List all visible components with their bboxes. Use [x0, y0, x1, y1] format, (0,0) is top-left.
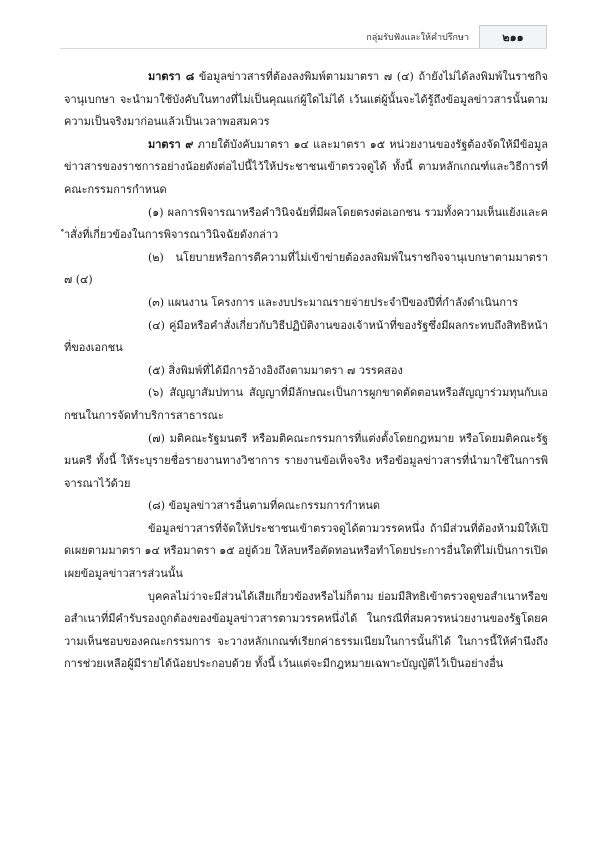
section-9-paragraph — [64, 134, 548, 202]
header-divider — [60, 48, 547, 49]
access-rights-paragraph: บุคคลไม่ว่าจะมีส่วนได้เสียเกี่ยวข้องหรือไม่ก็ตาม ย่อมมีสิทธิเข้าตรวจดูขอสำเนาหรือขอสำเนาที่มีคำรับรองถูกต้องของข้อมูลข่าวสารตามวรรคหนึ่งได้ ในกรณีที่สมควรหน่วยงานของรัฐโดยความเห็นชอบของคณะกรรมการ จะวางหลักเกณฑ์เรียกค่าธรรมเนียมในการนั้นก็ได้ ในการนี้ให้คำนึงถึงการช่วยเหลือผู้มีรายได้น้อยประกอบด้วย ทั้งนี้ เว้นแต่จะมีกฎหมายเฉพาะบัญญัติไว้เป็นอย่างอื่น — [64, 589, 548, 671]
redaction-paragraph: ข้อมูลข่าวสารที่จัดให้ประชาชนเข้าตรวจดูได้ตามวรรคหนึ่ง ถ้ามีส่วนที่ต้องห้ามมิให้เปิดเผยตามมาตรา ๑๔ หรือมาตรา ๑๕ อยู่ด้วย ให้ลบหรือตัดทอนหรือทำโดยประการอื่นใดที่ไม่เป็นการเปิดเผยข้อมูลข่าวสารส่วนนั้น — [64, 521, 548, 581]
document-body — [64, 66, 548, 676]
page-header — [366, 26, 547, 48]
list-item-7: (๗) มติคณะรัฐมนตรี หรือมติคณะกรรมการที่แต่งตั้งโดยกฎหมาย หรือโดยมติคณะรัฐมนตรี ทั้งนี้ ให้ระบุรายชื่อรายงานทางวิชาการ รายงานข้อเท็จจริง หรือข้อมูลข่าวสารที่นำมาใช้ในการพิจารณาไว้ด้วย — [64, 431, 548, 490]
section-heading: มาตรา ๙ — [148, 137, 194, 151]
list-item-3: (๓) แผนงาน โครงการ และงบประมาณรายจ่ายประจำปีของปีที่กำลังดำเนินการ — [148, 295, 519, 309]
list-item-6: (๖) สัญญาสัมปทาน สัญญาที่มีลักษณะเป็นการผูกขาดตัดตอนหรือสัญญาร่วมทุนกับเอกชนในการจัดทำบริการสาธารณะ — [64, 386, 548, 422]
list-item-2: (๒) นโยบายหรือการตีความที่ไม่เข้าข่ายต้องลงพิมพ์ในราชกิจจานุเบกษาตามมาตรา ๗ (๔) — [64, 250, 548, 287]
section-heading: มาตรา ๘ — [148, 70, 195, 83]
section-8-paragraph — [64, 66, 548, 134]
list-item-1: (๑) ผลการพิจารณาหรือคำวินิจฉัยที่มีผลโดยตรงต่อเอกชน รวมทั้งความเห็นแย้งและคำสั่งที่เกี่ยวข้องในการพิจารณาวินิจฉัยดังกล่าว — [64, 205, 548, 242]
page-number-badge: ๒๑๑ — [479, 25, 547, 49]
paragraph-text: ภายใต้บังคับมาตรา ๑๔ และมาตรา ๑๕ หน่วยงานของรัฐต้องจัดให้มีข้อมูลข่าวสารของราชการอย่างน้อยดังต่อไปนี้ไว้ให้ประชาชนเข้าตรวจดูได้ ทั้งนี้ ตามหลักเกณฑ์และวิธีการที่คณะกรรมการกำหนด — [64, 137, 548, 196]
list-item-4: (๔) คู่มือหรือคำสั่งเกี่ยวกับวิธีปฏิบัติงานของเจ้าหน้าที่ของรัฐซึ่งมีผลกระทบถึงสิทธิหน้าที่ของเอกชน — [64, 318, 548, 355]
header-title: กลุ่มรับฟังและให้คำปรึกษา — [366, 33, 469, 43]
list-item-5: (๕) สิ่งพิมพ์ที่ได้มีการอ้างอิงถึงตามมาตรา ๗ วรรคสอง — [148, 363, 403, 377]
list-item-8: (๘) ข้อมูลข่าวสารอื่นตามที่คณะกรรมการกำหนด — [148, 499, 380, 513]
paragraph-text: ข้อมูลข่าวสารที่ต้องลงพิมพ์ตามมาตรา ๗ (๔) ถ้ายังไม่ได้ลงพิมพ์ในราชกิจจานุเบกษา จะนำมาใช้บังคับในทางที่ไม่เป็นคุณแก่ผู้ใดไม่ได้ เว้นแต่ผู้นั้นจะได้รู้ถึงข้อมูลข่าวสารนั้นตามความเป็นจริงมาก่อนแล้วเป็นเวลาพอสมควร — [64, 70, 548, 129]
